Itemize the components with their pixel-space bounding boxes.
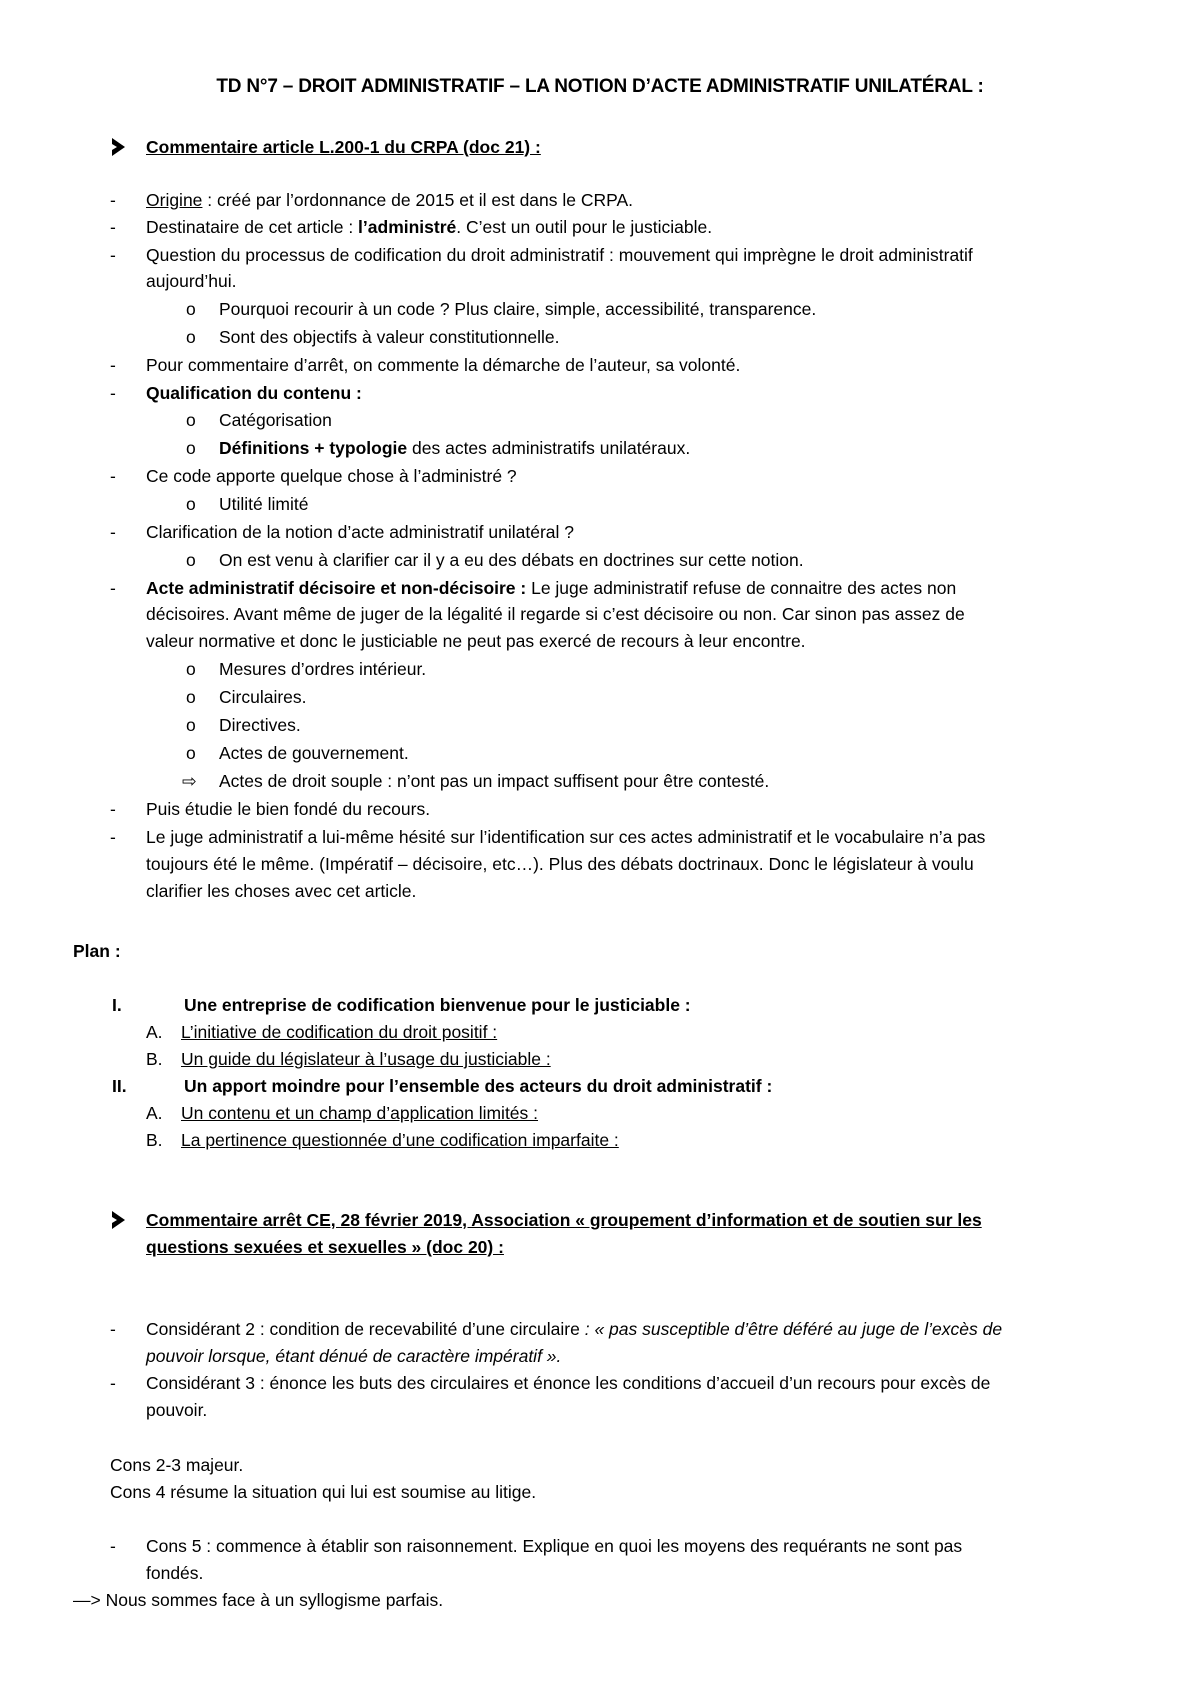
section-heading: Commentaire arrêt CE, 28 février 2019, Association « groupement d’information et de soutien sur les xyxy=(146,1210,982,1230)
circle-bullet: o xyxy=(186,743,196,763)
sub-list-item: Sont des objectifs à valeur constitutionnelle. xyxy=(219,327,560,347)
dash-bullet: - xyxy=(110,1319,116,1339)
list-item: Considérant 3 : énonce les buts des circulaires et énonce les conditions d’accueil d’un recours pour excès de xyxy=(146,1373,991,1393)
circle-bullet: o xyxy=(186,494,196,514)
section-heading-continued: questions sexuées et sexuelles » (doc 20) : xyxy=(146,1237,504,1257)
list-item-continued: clarifier les choses avec cet article. xyxy=(146,881,417,901)
dash-bullet: - xyxy=(110,1373,116,1393)
circle-bullet: o xyxy=(186,327,196,347)
list-item: Qualification du contenu : xyxy=(146,383,362,403)
paragraph: Cons 4 résume la situation qui lui est soumise au litige. xyxy=(110,1482,537,1502)
dash-bullet: - xyxy=(110,1536,116,1556)
hollow-arrow-icon: ⇨ xyxy=(182,771,197,791)
list-item-continued: pouvoir lorsque, étant dénué de caractère impératif ». xyxy=(146,1346,562,1366)
list-item: Acte administratif décisoire et non-décisoire : Le juge administratif refuse de connaitre des actes non xyxy=(146,578,957,598)
list-item-continued: décisoires. Avant même de juger de la légalité il regarde si c’est décisoire ou non. Car sinon pas assez de xyxy=(146,604,965,624)
plan-numeral: I. xyxy=(112,995,122,1015)
list-item: Pour commentaire d’arrêt, on commente la démarche de l’auteur, sa volonté. xyxy=(146,355,741,375)
dash-bullet: - xyxy=(110,827,116,847)
plan-letter: A. xyxy=(146,1022,163,1042)
list-item: Cons 5 : commence à établir son raisonnement. Explique en quoi les moyens des requérants ne sont pas xyxy=(146,1536,963,1556)
plan-numeral: II. xyxy=(112,1076,127,1096)
list-item-continued: toujours été le même. (Impératif – décisoire, etc…). Plus des débats doctrinaux. Donc le législateur à voulu xyxy=(146,854,974,874)
plan-subpart: L’initiative de codification du droit positif : xyxy=(181,1022,498,1042)
list-item: Origine : créé par l’ordonnance de 2015 et il est dans le CRPA. xyxy=(146,190,634,210)
list-item: Le juge administratif a lui-même hésité sur l’identification sur ces actes administratif et le vocabulaire n’a pas xyxy=(146,827,986,847)
list-item: Considérant 2 : condition de recevabilité d’une circulaire : « pas susceptible d’être déféré au juge de l’excès de xyxy=(146,1319,1003,1339)
dash-bullet: - xyxy=(110,355,116,375)
plan-subpart: Un guide du législateur à l’usage du justiciable : xyxy=(181,1049,551,1069)
arrow-bullet-icon xyxy=(112,138,125,156)
plan-subpart: La pertinence questionnée d’une codification imparfaite : xyxy=(181,1130,619,1150)
sub-list-item: Catégorisation xyxy=(219,410,332,430)
plan-letter: B. xyxy=(146,1049,163,1069)
circle-bullet: o xyxy=(186,438,196,458)
sub-list-item: Pourquoi recourir à un code ? Plus claire, simple, accessibilité, transparence. xyxy=(219,299,817,319)
sub-list-item: Définitions + typologie des actes administratifs unilatéraux. xyxy=(219,438,691,458)
circle-bullet: o xyxy=(186,687,196,707)
sub-list-item: Directives. xyxy=(219,715,301,735)
dash-bullet: - xyxy=(110,190,116,210)
list-item-continued: pouvoir. xyxy=(146,1400,208,1420)
plan-part-title: Un apport moindre pour l’ensemble des acteurs du droit administratif : xyxy=(184,1076,773,1096)
sub-list-item: Actes de droit souple : n’ont pas un impact suffisent pour être contesté. xyxy=(219,771,770,791)
list-item: Clarification de la notion d’acte administratif unilatéral ? xyxy=(146,522,575,542)
dash-bullet: - xyxy=(110,799,116,819)
page-title: TD N°7 – DROIT ADMINISTRATIF – LA NOTION D’ACTE ADMINISTRATIF UNILATÉRAL : xyxy=(216,76,984,97)
plan-label: Plan : xyxy=(73,941,121,961)
sub-list-item: Mesures d’ordres intérieur. xyxy=(219,659,427,679)
dash-bullet: - xyxy=(110,245,116,265)
section-heading: Commentaire article L.200-1 du CRPA (doc 21) : xyxy=(146,137,541,157)
dash-bullet: - xyxy=(110,522,116,542)
dash-bullet: - xyxy=(110,466,116,486)
list-item-continued: fondés. xyxy=(146,1563,204,1583)
list-item: Ce code apporte quelque chose à l’administré ? xyxy=(146,466,517,486)
sub-list-item: Actes de gouvernement. xyxy=(219,743,409,763)
list-item: Destinataire de cet article : l’administré. C’est un outil pour le justiciable. xyxy=(146,217,713,237)
arrow-bullet-icon xyxy=(112,1211,125,1229)
circle-bullet: o xyxy=(186,659,196,679)
list-item-continued: valeur normative et donc le justiciable ne peut pas exercé de recours à leur encontre. xyxy=(146,631,806,651)
sub-list-item: On est venu à clarifier car il y a eu des débats en doctrines sur cette notion. xyxy=(219,550,804,570)
plan-subpart: Un contenu et un champ d’application limités : xyxy=(181,1103,539,1123)
list-item: Question du processus de codification du droit administratif : mouvement qui imprègne le droit administratif xyxy=(146,245,973,265)
dash-bullet: - xyxy=(110,383,116,403)
sub-list-item: Circulaires. xyxy=(219,687,307,707)
circle-bullet: o xyxy=(186,715,196,735)
circle-bullet: o xyxy=(186,299,196,319)
circle-bullet: o xyxy=(186,550,196,570)
plan-part-title: Une entreprise de codification bienvenue pour le justiciable : xyxy=(184,995,691,1015)
conclusion-line: —> Nous sommes face à un syllogisme parfais. xyxy=(73,1590,444,1610)
circle-bullet: o xyxy=(186,410,196,430)
list-item: Puis étudie le bien fondé du recours. xyxy=(146,799,431,819)
list-item-continued: aujourd’hui. xyxy=(146,271,237,291)
sub-list-item: Utilité limité xyxy=(219,494,309,514)
dash-bullet: - xyxy=(110,578,116,598)
paragraph: Cons 2-3 majeur. xyxy=(110,1455,244,1475)
plan-letter: B. xyxy=(146,1130,163,1150)
dash-bullet: - xyxy=(110,217,116,237)
plan-letter: A. xyxy=(146,1103,163,1123)
